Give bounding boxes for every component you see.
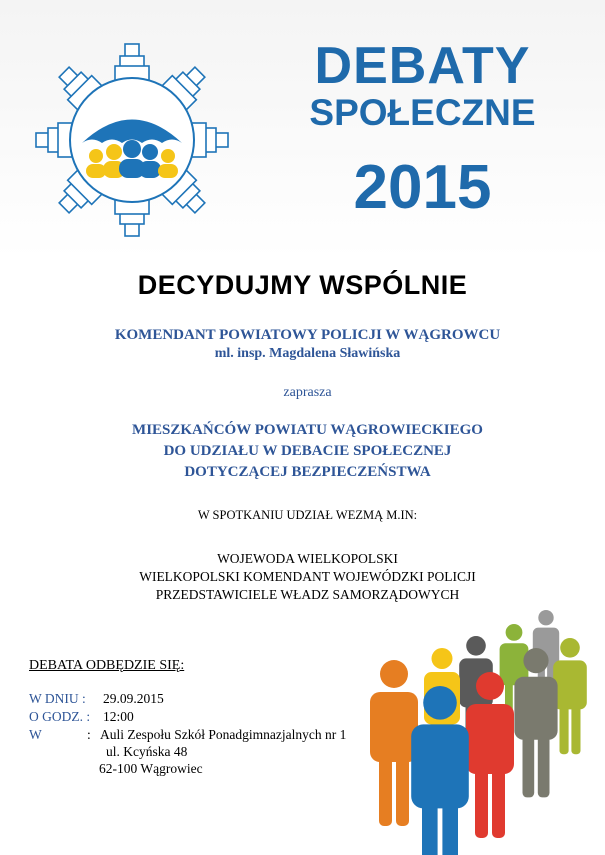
participants-heading: W SPOTKANIU UDZIAŁ WEZMĄ M.IN: <box>197 508 418 522</box>
police-star-logo-icon <box>22 38 242 243</box>
audience-line: DO UDZIAŁU W DEBACIE SPOŁECZNEJ <box>163 443 452 459</box>
audience-line: MIESZKAŃCÓW POWIATU WĄGROWIECKIEGO <box>132 422 483 438</box>
header-subtitle: SPOŁECZNE <box>309 92 536 133</box>
host-title: KOMENDANT POWIATOWY POLICJI W WĄGROWCU <box>114 327 501 343</box>
header-year: 2015 <box>353 153 492 222</box>
date-value: 29.09.2015 <box>103 691 164 706</box>
place-line: 62-100 Wągrowiec <box>99 761 203 776</box>
host-name: ml. insp. Magdalena Sławińska <box>214 346 401 361</box>
place-separator: : <box>87 727 91 742</box>
time-value: 12:00 <box>103 709 134 724</box>
place-label: W <box>29 727 42 742</box>
slogan: DECYDUJMY WSPÓLNIE <box>137 270 468 300</box>
logo-text: WIELKOPOLSKA POLICJA <box>87 113 177 120</box>
person-figure-icon <box>411 686 469 855</box>
crowd-people-icon <box>360 600 605 855</box>
details-heading: DEBATA ODBĘDZIE SIĘ: <box>29 658 185 673</box>
person-figure-icon <box>370 660 418 826</box>
place-line: ul. Kcyńska 48 <box>106 744 188 759</box>
participant-item: PRZEDSTAWICIELE WŁADZ SAMORZĄDOWYCH <box>155 587 460 602</box>
date-label: W DNIU : <box>29 691 86 706</box>
audience-line: DOTYCZĄCEJ BEZPIECZEŃSTWA <box>184 464 431 480</box>
participant-item: WOJEWODA WIELKOPOLSKI <box>217 551 398 566</box>
invite-text: zaprasza <box>283 385 332 400</box>
place-line: Auli Zespołu Szkół Ponadgimnazjalnych nr 1 <box>100 727 347 742</box>
time-label: O GODZ. : <box>29 709 91 724</box>
header-title: DEBATY <box>314 37 531 95</box>
participant-item: WIELKOPOLSKI KOMENDANT WOJEWÓDZKI POLICJI <box>139 569 476 584</box>
